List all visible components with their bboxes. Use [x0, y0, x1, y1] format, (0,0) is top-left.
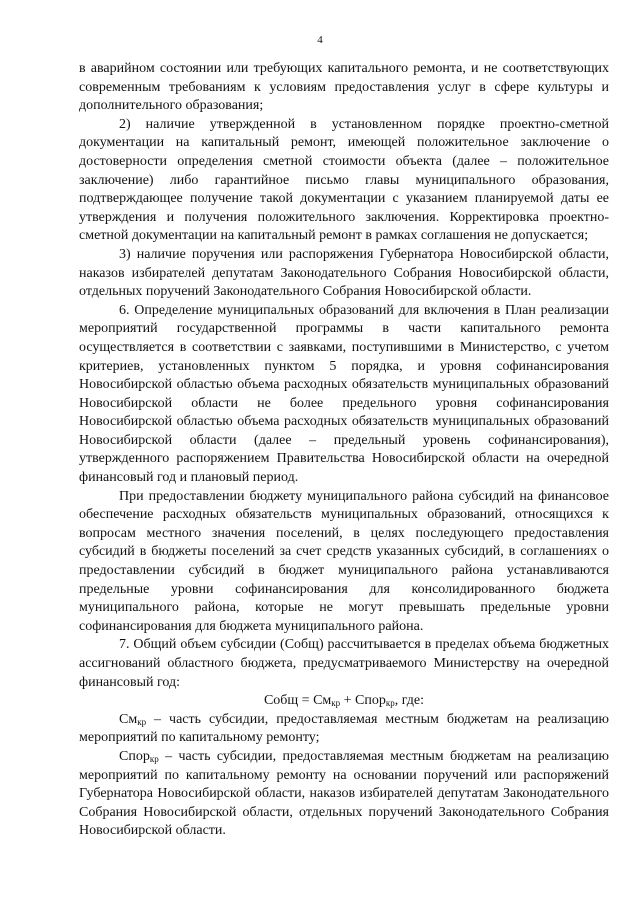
definition-subscript: кр: [137, 716, 147, 727]
definition-text: – часть субсидии, предоставляемая местным бюджетам на реализацию мероприятий по капитальному ремонту;: [79, 711, 609, 746]
formula-subscript-2: кр: [385, 698, 395, 709]
definition-symbol: Спор: [119, 748, 150, 764]
formula-subscript-1: кр: [331, 698, 341, 709]
formula-lhs: Собщ = См: [263, 693, 332, 709]
definition-symbol: См: [119, 711, 138, 727]
formula-tail: , где:: [394, 693, 425, 709]
formula-total-subsidy: [79, 692, 609, 711]
paragraph-subsidies-district: При предоставлении бюджету муниципального района субсидий на финансовое обеспечение расходных обязательств муниципальных образований, относящихся к вопросам местного значения поселений, в целях последующего предоставления субсидий в бюджеты поселений за счет средств указанных субсидий, в соглашениях о предоставлении субсидий в бюджет муниципального района устанавливаются предельные уровни софинансирования для консолидированного бюджета муниципального района, которые не могут превышать предельные уровни софинансирования для бюджета муниципального района.: [79, 488, 609, 634]
definition-sporkr: [79, 748, 609, 841]
paragraph-item-2: 2) наличие утвержденной в установленном порядке проектно-сметной документации на капитальный ремонт, имеющей положительное заключение о достоверности определения сметной стоимости объекта (далее – положительное заключение) либо гарантийное письмо главы муниципального образования, подтверждающее получение такой документации с указанием планируемой даты ее утверждения и получения положительного заключения. Корректировка проектно-сметной документации на капитальный ремонт в рамках соглашения не допускается;: [79, 116, 609, 244]
definition-text: – часть субсидии, предоставляемая местным бюджетам на реализацию мероприятий по капитальному ремонту на основании поручений или распоряжений Губернатора Новосибирской области, наказов избирателей депутатам Законодательного Собрания Новосибирской области, отдельных поручений Законодательного Собрания Новосибирской области.: [79, 748, 609, 839]
paragraph-section-7: 7. Общий объем субсидии (Собщ) рассчитывается в пределах объема бюджетных ассигнований областного бюджета, предусматриваемого Министерству на очередной финансовый год:: [79, 637, 609, 690]
formula-mid: + Спор: [340, 693, 386, 709]
paragraph-item-3: 3) наличие поручения или распоряжения Губернатора Новосибирской области, наказов избирателей депутатам Законодательного Собрания Новосибирской области, отдельных поручений Законодательного Собрания Новосибирской области.: [79, 246, 609, 300]
paragraph-section-6: 6. Определение муниципальных образований для включения в План реализации мероприятий государственной программы в части капитального ремонта осуществляется в соответствии с заявками, поступившими в Министерство, с учетом критериев, установленных пунктом 5 порядка, и уровня софинансирования Новосибирской областью объема расходных обязательств муниципальных образований Новосибирской области не более предельного уровня софинансирования Новосибирской областью объема расходных обязательств муниципальных образований Новосибирской области (далее – предельный уровень софинансирования), утвержденного распоряжением Правительства Новосибирской области на очередной финансовый год и плановый период.: [79, 302, 609, 486]
definition-smkr: [79, 711, 609, 748]
definition-subscript: кр: [149, 753, 159, 764]
document-body: [79, 60, 609, 841]
paragraph-continuation: в аварийном состоянии или требующих капитального ремонта, и не соответствующих современным требованиям к условиям предоставления услуг в сфере культуры и дополнительного образования;: [79, 61, 609, 114]
page-number: 4: [317, 34, 323, 46]
